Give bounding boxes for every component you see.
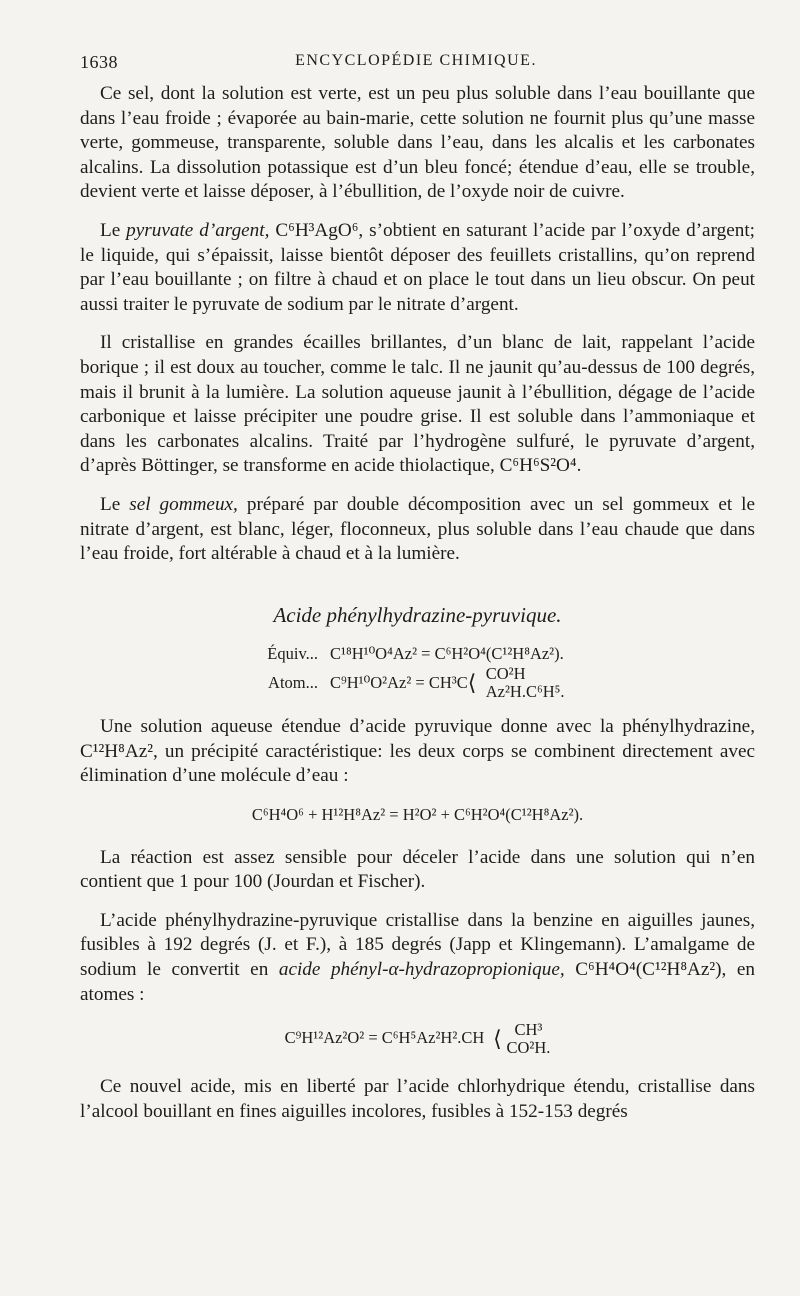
- term-hydrazopropionique: acide phényl-α-hydrazopropionique,: [278, 959, 565, 981]
- formula-label-equiv: Équiv...: [267, 644, 318, 664]
- paragraph-sensitivity: La réaction est assez sensible pour déceler l’acide dans une solution qui n’en contient que 1 pour 100 (Jourdan et Fischer).: [80, 846, 755, 893]
- section-title: Acide phénylhydrazine-pyruvique.: [273, 602, 562, 627]
- formula-block-equiv-atom: [80, 643, 755, 701]
- formula-atom-bottom: Az²H.C⁶H⁵.: [485, 682, 565, 702]
- branch-bracket-icon: ⟨: [467, 670, 477, 696]
- text-fragment: C⁶H⁴O⁴(C¹²H⁸Az²), en atomes :: [80, 959, 755, 1005]
- formula-reaction: C⁶H⁴O⁶ + H¹²H⁸Az² = H²O² + C⁶H²O⁴(C¹²H⁸Az²).: [251, 805, 584, 825]
- text-fragment: L’acide phénylhydrazine-pyruvique cristallise dans la benzine en aiguilles jaunes, fusibles à 192 degrés (J. et F.), à 185 degrés (Japp et Klingemann). L’amalgame de sodium le convertit en: [80, 909, 755, 981]
- formula-reduction-bottom: CO²H.: [506, 1038, 551, 1058]
- formula-label-atom: Atom...: [268, 673, 318, 693]
- text-fragment: C⁶H³AgO⁶, s’obtient en saturant l’acide par l’oxyde d’argent; le liquide, qui s’épaissit, laisse bientôt déposer des feuillets cristallins, qu’on reprend par l’eau bouillante ; on filtre à chaud et on place le tout dans un lieu obscur. On peut aussi traiter le pyruvate de sodium par le nitrate d’argent.: [80, 219, 755, 315]
- running-title: ENCYCLOPÉDIE CHIMIQUE.: [295, 52, 537, 69]
- formula-atom-top: CO²H: [485, 664, 526, 684]
- text-fragment: Le: [100, 219, 127, 241]
- formula-reduction: [80, 1021, 755, 1057]
- paragraph-sel-gommeux: [80, 493, 755, 567]
- text-fragment: Le: [100, 493, 130, 515]
- text-fragment: préparé par double décomposition avec un sel gommeux et le nitrate d’argent, est blanc, léger, floconneux, plus soluble dans l’eau chaude que dans l’eau froide, fort altérable à chaud et à la lumière.: [80, 493, 755, 565]
- branch-stack: [486, 665, 565, 701]
- page-header: [80, 52, 752, 76]
- branch-bracket-icon: ⟨: [493, 1026, 502, 1052]
- formula-reduction-top: CH³: [514, 1020, 543, 1040]
- formula-equiv: C¹⁸H¹⁰O⁴Az² = C⁶H²O⁴(C¹²H⁸Az²).: [330, 644, 564, 664]
- term-sel-gommeux: sel gommeux,: [129, 493, 238, 515]
- paragraph-acid-crystallization: [80, 909, 755, 1007]
- paragraph-new-acid: Ce nouvel acide, mis en liberté par l’acide chlorhydrique étendu, cristallise dans l’alcool bouillant en fines aiguilles incolores, fusibles à 152-153 degrés: [80, 1076, 755, 1122]
- paragraph-phenylhydrazine: Une solution aqueuse étendue d’acide pyruvique donne avec la phénylhydrazine, C¹²H⁸Az², un précipité caractéristique: les deux corps se combinent directement avec élimination d’une molécule d’eau :: [80, 716, 755, 787]
- paragraph-copper-salt: Ce sel, dont la solution est verte, est un peu plus soluble dans l’eau bouillante que dans l’eau froide ; évaporée au bain-marie, cette solution ne fournit plus qu’une masse verte, gommeuse, transparente, soluble dans l’eau, dans les alcalis et les carbonates alcalins. La dissolution potassique est d’un bleu foncé; étendue d’eau, elle se trouble, devient verte et laisse déposer, à l’ébullition, de l’oxyde noir de cuivre.: [80, 83, 755, 203]
- formula-equiv-row: [80, 643, 755, 665]
- formula-reduction-branch: [488, 1021, 550, 1057]
- paragraph-crystallization: Il cristallise en grandes écailles brillantes, d’un blanc de lait, rappelant l’acide borique ; il est doux au toucher, comme le talc. Il ne jaunit qu’au-dessus de 100 degrés, mais il brunit à la lumière. La solution aqueuse jaunit à l’ébullition, dégage de l’acide carbonique et laisse précipiter une poudre grise. Il est soluble dans l’ammoniaque et dans les carbonates alcalins. Traité par l’hydrogène sulfuré, le pyruvate d’argent, d’après Böttinger, se transforme en acide thiolactique, C⁶H⁶S²O⁴.: [80, 332, 755, 477]
- formula-atom-branch: [468, 665, 565, 701]
- page-number: 1638: [80, 52, 118, 72]
- formula-reduction-left: C⁹H¹²Az²O² = C⁶H⁵Az²H².CH: [284, 1028, 485, 1047]
- formula-atom-left: C⁹H¹⁰O²Az² = CH³C: [330, 673, 468, 693]
- paragraph-silver-pyruvate: [80, 219, 755, 317]
- branch-stack: [506, 1021, 550, 1057]
- formula-atom-row: [80, 665, 755, 701]
- page-body: [80, 82, 755, 1124]
- term-pyruvate-argent: pyruvate d’argent,: [126, 219, 270, 241]
